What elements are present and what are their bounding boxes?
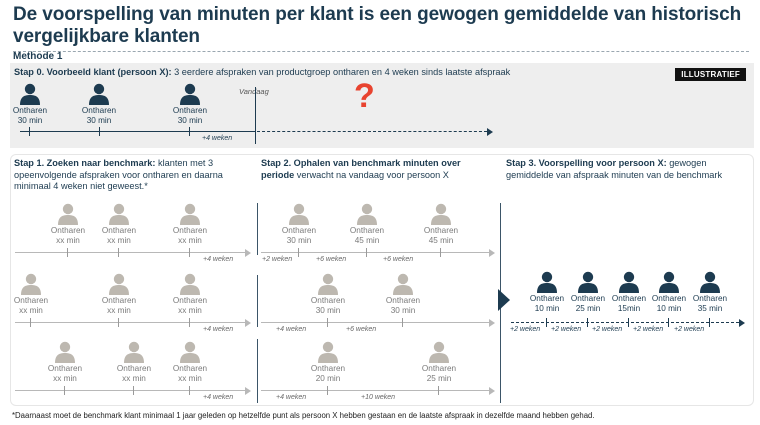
- person-icon: [123, 341, 145, 363]
- today-line: [255, 87, 256, 144]
- step2-heading-bold-2: periode: [261, 169, 295, 180]
- stage0-future-timeline: [257, 131, 487, 132]
- gap-label: +4 weken: [203, 394, 234, 401]
- step2-heading-bold-1: Stap 2. Ophalen van benchmark minuten over: [261, 158, 461, 168]
- timeline-tick: [628, 318, 629, 327]
- person-label: Ontharen: [116, 364, 152, 373]
- step3-person: [609, 271, 649, 313]
- gap-label: +2 weken: [262, 256, 293, 263]
- person-icon: [317, 273, 339, 295]
- person-label: Ontharen: [281, 226, 317, 235]
- person-label: Ontharen: [101, 296, 137, 305]
- person-label: Ontharen: [692, 294, 728, 303]
- timeline-tick: [29, 127, 30, 136]
- step1-heading: [14, 158, 249, 193]
- step2-timeline: [261, 322, 489, 323]
- step1-heading-rest: klanten met 3 opeenvolgende afspraken voor ontharen en daarna minimaal 4 weken niet geweest.*: [14, 158, 223, 191]
- step-separator: [257, 275, 258, 327]
- today-label: Vandaag: [239, 87, 269, 96]
- step2-heading: [261, 158, 493, 181]
- person-value: 25 min: [575, 303, 601, 313]
- gap-label: +2 weken: [633, 326, 664, 333]
- person-icon: [54, 341, 76, 363]
- step3-person: [568, 271, 608, 313]
- person-value: xx min: [178, 235, 202, 245]
- person-icon: [618, 271, 640, 293]
- question-mark-icon: ?: [354, 77, 375, 115]
- step-separator: [257, 203, 258, 255]
- person-icon: [108, 273, 130, 295]
- person-value: xx min: [122, 373, 146, 383]
- stage0-panel: [10, 63, 754, 148]
- timeline-tick: [189, 318, 190, 327]
- step3-person: [690, 271, 730, 313]
- timeline-tick: [546, 318, 547, 327]
- person-icon: [57, 203, 79, 225]
- footnote: *Daarnaast moet de benchmark klant minimaal 1 jaar geleden op hetzelfde punt als persoon X hebben gestaan en de laatste afspraak in dezelfde maand hebben gehad.: [12, 411, 595, 420]
- step1-person: [170, 273, 210, 315]
- step1-person: [114, 341, 154, 383]
- person-label: Ontharen: [81, 106, 117, 115]
- step2-person: [279, 203, 319, 245]
- person-label: Ontharen: [172, 364, 208, 373]
- person-icon: [108, 203, 130, 225]
- person-value: xx min: [178, 373, 202, 383]
- timeline-tick: [189, 127, 190, 136]
- person-value: 45 min: [354, 235, 380, 245]
- timeline-tick: [30, 318, 31, 327]
- person-icon: [179, 203, 201, 225]
- timeline-tick: [298, 248, 299, 257]
- timeline-tick: [366, 248, 367, 257]
- arrow-head-icon: [245, 249, 251, 257]
- timeline-tick: [99, 127, 100, 136]
- page-title: De voorspelling van minuten per klant is een gewogen gemiddelde van historisch vergelijkbare klanten: [13, 4, 742, 47]
- person-icon: [430, 203, 452, 225]
- person-label: Ontharen: [529, 294, 565, 303]
- timeline-tick: [118, 318, 119, 327]
- step1-timeline: [15, 322, 245, 323]
- stage0-heading-rest: 3 eerdere afspraken van productgroep ontharen en 4 weken sinds laatste afspraak: [171, 67, 511, 77]
- person-value: xx min: [107, 305, 131, 315]
- person-icon: [288, 203, 310, 225]
- person-value: 25 min: [426, 373, 452, 383]
- gap-label: +4 weken: [203, 256, 234, 263]
- person-icon: [356, 203, 378, 225]
- step1-person: [11, 273, 51, 315]
- person-icon: [658, 271, 680, 293]
- person-value: xx min: [107, 235, 131, 245]
- person-label: Ontharen: [651, 294, 687, 303]
- step3-person: [527, 271, 567, 313]
- step1-person: [170, 341, 210, 383]
- step2-person: [421, 203, 461, 245]
- person-value: xx min: [19, 305, 43, 315]
- person-value: 15min: [617, 303, 641, 313]
- step1-person: [48, 203, 88, 245]
- arrow-head-icon: [489, 387, 495, 395]
- stage0-person-1: [10, 83, 50, 125]
- person-label: Ontharen: [423, 226, 459, 235]
- timeline-tick: [709, 318, 710, 327]
- gap-label: +6 weken: [383, 256, 414, 263]
- step2-person: [308, 341, 348, 383]
- gap-label: +10 weken: [361, 394, 396, 401]
- person-label: Ontharen: [13, 296, 49, 305]
- timeline-tick: [438, 386, 439, 395]
- gap-label: +2 weken: [674, 326, 705, 333]
- timeline-tick: [189, 248, 190, 257]
- person-label: Ontharen: [310, 296, 346, 305]
- person-label: Ontharen: [172, 106, 208, 115]
- timeline-tick: [327, 318, 328, 327]
- step3-heading-bold: Stap 3. Voorspelling voor persoon X:: [506, 158, 667, 168]
- person-label: Ontharen: [570, 294, 606, 303]
- step1-heading-bold: Stap 1. Zoeken naar benchmark:: [14, 158, 156, 168]
- stage0-person-2: [79, 83, 119, 125]
- person-icon: [699, 271, 721, 293]
- person-icon: [19, 83, 41, 105]
- step1-person: [170, 203, 210, 245]
- gap-label: +6 weken: [346, 326, 377, 333]
- gap-label: +2 weken: [592, 326, 623, 333]
- person-value: 30 min: [17, 115, 43, 125]
- gap-label: +4 weken: [276, 326, 307, 333]
- person-label: Ontharen: [385, 296, 421, 305]
- person-value: xx min: [53, 373, 77, 383]
- timeline-tick: [327, 386, 328, 395]
- step-separator: [257, 339, 258, 403]
- steps-panel: [10, 154, 754, 406]
- person-value: xx min: [178, 305, 202, 315]
- person-icon: [577, 271, 599, 293]
- person-icon: [536, 271, 558, 293]
- step2-heading-rest: verwacht na vandaag voor persoon X: [294, 169, 449, 180]
- person-value: 10 min: [534, 303, 560, 313]
- person-value: 30 min: [86, 115, 112, 125]
- gap-label: +2 weken: [510, 326, 541, 333]
- step-arrow-icon: [498, 289, 510, 311]
- person-icon: [428, 341, 450, 363]
- arrow-head-icon: [487, 128, 493, 136]
- step2-person: [347, 203, 387, 245]
- person-label: Ontharen: [50, 226, 86, 235]
- stage0-gap-label: +4 weken: [202, 135, 233, 142]
- step2-timeline: [261, 390, 489, 391]
- stage0-heading-bold: Stap 0. Voorbeeld klant (persoon X):: [14, 67, 172, 77]
- person-label: Ontharen: [12, 106, 48, 115]
- gap-label: +6 weken: [316, 256, 347, 263]
- gap-label: +4 weken: [203, 326, 234, 333]
- person-label: Ontharen: [47, 364, 83, 373]
- step1-timeline: [15, 252, 245, 253]
- step1-timeline: [15, 390, 245, 391]
- step1-person: [45, 341, 85, 383]
- stage0-person-3: [170, 83, 210, 125]
- arrow-head-icon: [245, 319, 251, 327]
- timeline-tick: [189, 386, 190, 395]
- person-label: Ontharen: [611, 294, 647, 303]
- person-value: 45 min: [428, 235, 454, 245]
- person-icon: [317, 341, 339, 363]
- timeline-tick: [668, 318, 669, 327]
- person-label: Ontharen: [310, 364, 346, 373]
- arrow-head-icon: [739, 319, 745, 327]
- timeline-tick: [133, 386, 134, 395]
- person-value: 30 min: [286, 235, 312, 245]
- person-icon: [20, 273, 42, 295]
- step3-heading-rest: gewogen gemiddelde van afspraak minuten van de benchmark: [506, 158, 723, 180]
- step2-person: [383, 273, 423, 315]
- step2-person: [419, 341, 459, 383]
- person-icon: [179, 83, 201, 105]
- person-value: 30 min: [315, 305, 341, 315]
- step2-timeline: [261, 252, 489, 253]
- step2-person: [308, 273, 348, 315]
- person-label: Ontharen: [172, 226, 208, 235]
- person-icon: [392, 273, 414, 295]
- arrow-head-icon: [245, 387, 251, 395]
- step1-person: [99, 273, 139, 315]
- person-icon: [179, 273, 201, 295]
- timeline-tick: [587, 318, 588, 327]
- method-label: Methode 1: [13, 51, 63, 62]
- gap-label: +2 weken: [551, 326, 582, 333]
- illustrative-badge: ILLUSTRATIEF: [675, 68, 746, 81]
- timeline-tick: [440, 248, 441, 257]
- person-value: 30 min: [177, 115, 203, 125]
- person-label: Ontharen: [101, 226, 137, 235]
- arrow-head-icon: [489, 249, 495, 257]
- person-value: 20 min: [315, 373, 341, 383]
- person-label: Ontharen: [349, 226, 385, 235]
- gap-label: +4 weken: [276, 394, 307, 401]
- person-icon: [88, 83, 110, 105]
- person-label: Ontharen: [172, 296, 208, 305]
- stage0-timeline: [20, 131, 256, 132]
- step3-person: [649, 271, 689, 313]
- step1-person: [99, 203, 139, 245]
- stage0-heading: [14, 67, 510, 77]
- person-value: 35 min: [697, 303, 723, 313]
- person-icon: [179, 341, 201, 363]
- timeline-tick: [67, 248, 68, 257]
- timeline-tick: [402, 318, 403, 327]
- step3-heading: [506, 158, 746, 181]
- person-value: 30 min: [390, 305, 416, 315]
- title-divider: [13, 51, 749, 52]
- arrow-head-icon: [489, 319, 495, 327]
- timeline-tick: [64, 386, 65, 395]
- person-value: xx min: [56, 235, 80, 245]
- person-label: Ontharen: [421, 364, 457, 373]
- timeline-tick: [118, 248, 119, 257]
- person-value: 10 min: [656, 303, 682, 313]
